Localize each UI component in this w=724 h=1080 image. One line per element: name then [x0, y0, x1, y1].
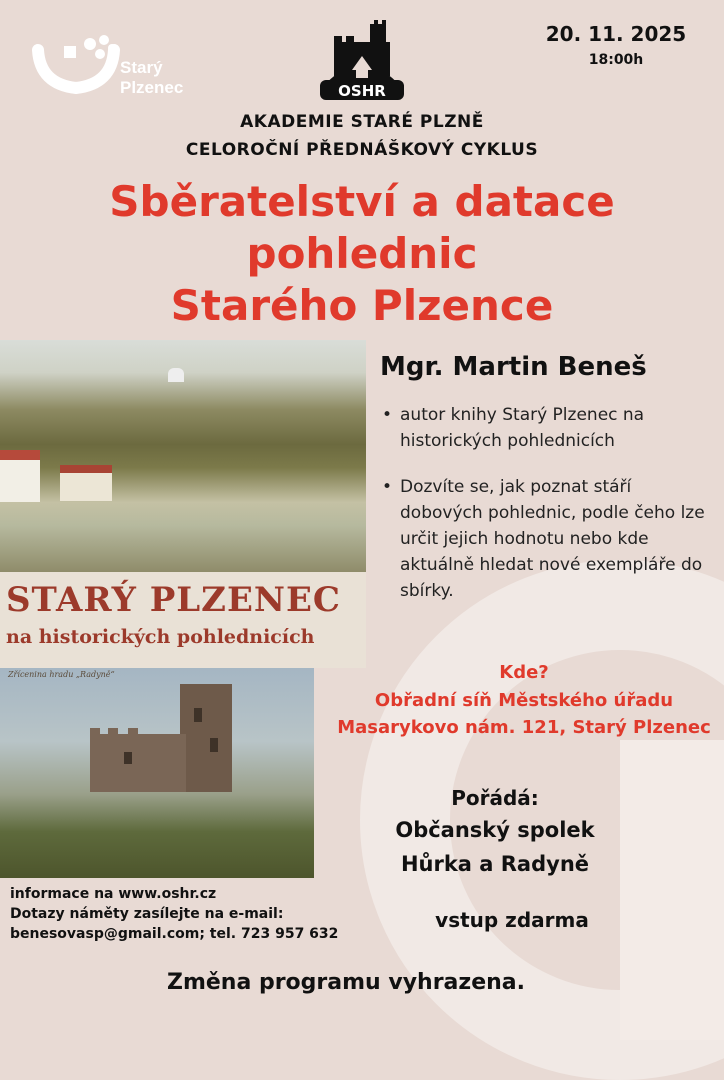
contact-email-phone: benesovasp@gmail.com; tel. 723 957 632 — [10, 926, 339, 942]
title-line1: Sběratelství a datace — [109, 177, 615, 226]
host-line1: Občanský spolek — [395, 818, 595, 842]
postcard-house — [0, 450, 40, 502]
book-title: STARÝ PLZENEC — [6, 580, 341, 620]
contact-info — [10, 884, 390, 944]
speaker-name: Mgr. Martin Beneš — [380, 352, 647, 382]
bullet-item: • autor knihy Starý Plzenec na historických pohlednicích — [380, 402, 710, 454]
admission-free: vstup zdarma — [435, 908, 589, 932]
postcard-house — [60, 465, 112, 501]
event-date: 20. 11. 2025 — [545, 22, 687, 46]
venue-heading: Kde? — [499, 662, 549, 683]
book-subtitle: na historických pohlednicích — [6, 626, 315, 648]
event-time: 18:00h — [588, 52, 644, 68]
host-line2: Hůrka a Radyně — [400, 852, 590, 876]
academy-heading: AKADEMIE STARÉ PLZNĚ — [240, 112, 484, 132]
postcard-caption: Zřícenina hradu „Radyně“ — [8, 670, 115, 679]
contact-web: informace na www.oshr.cz — [10, 886, 217, 902]
title-line3: Starého Plzence — [170, 281, 554, 330]
logo-line2: Plzenec — [120, 78, 184, 97]
venue-line2: Masarykovo nám. 121, Starý Plzenec — [337, 717, 711, 738]
hilltop-pavilion — [168, 368, 184, 382]
cycle-heading: CELOROČNÍ PŘEDNÁŠKOVÝ CYKLUS — [185, 140, 539, 160]
host-label: Pořádá: — [451, 786, 539, 810]
oshr-label: OSHR — [338, 82, 386, 100]
logo-line1: Starý — [120, 58, 163, 77]
castle-ruin-image — [84, 678, 240, 796]
oshr-emblem — [316, 20, 408, 102]
speaker-bullets — [380, 402, 710, 624]
background-bar — [620, 740, 724, 1040]
contact-questions: Dotazy náměty zasílejte na e-mail: — [10, 906, 284, 922]
title-line2: pohlednic — [246, 229, 478, 278]
venue-line1: Obřadní síň Městského úřadu — [374, 690, 674, 711]
lecture-title — [30, 176, 694, 332]
program-change-note: Změna programu vyhrazena. — [167, 970, 525, 995]
bullet-item: • Dozvíte se, jak poznat stáří dobových pohlednic, podle čeho lze určit jejich hodnotu nebo kde aktuálně hledat nové exempláře do sbírky. — [380, 474, 710, 604]
logo-text — [120, 58, 183, 98]
